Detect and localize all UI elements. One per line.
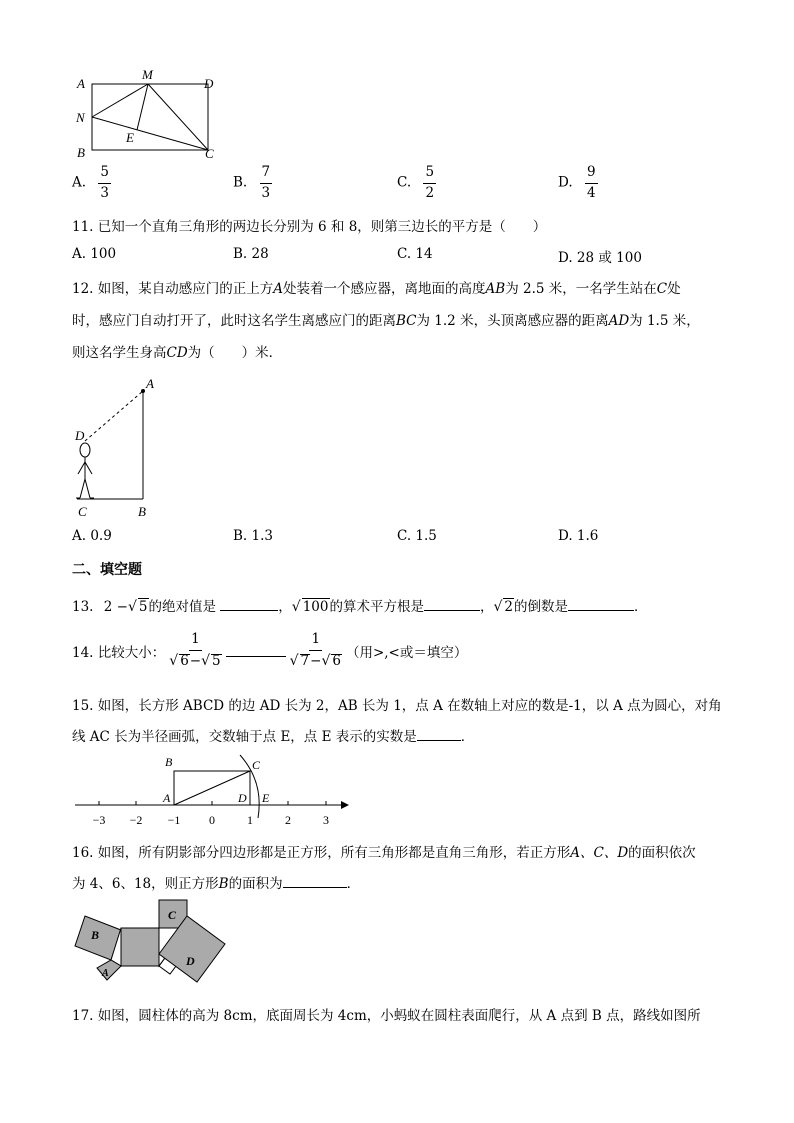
tick-label: 2: [285, 813, 291, 827]
label-c: C: [205, 146, 214, 161]
answer-blank-3[interactable]: [568, 598, 634, 611]
label-d: D: [186, 954, 195, 968]
segment-me: [137, 84, 148, 130]
q11-option-a[interactable]: A. 100: [72, 246, 117, 262]
student-figure-icon: [76, 443, 94, 498]
segment-nc: [92, 117, 208, 150]
q12-figure: [72, 374, 182, 519]
fraction-1: $\frac{1}{√ 6-√ 5}$: [169, 631, 221, 669]
dashed-line-da: [85, 391, 143, 441]
label-d: D: [204, 76, 214, 91]
q15-figure: [72, 752, 357, 830]
section-title: 二、填空题: [72, 562, 142, 578]
segment-nm: [92, 84, 148, 117]
tick-label: 0: [209, 813, 215, 827]
q10-option-b[interactable]: B. $\frac{7}{3}$: [233, 164, 271, 201]
segment-mc: [148, 84, 208, 150]
q12-option-c[interactable]: C. 1.5: [397, 528, 437, 544]
q16-line-1: 16. 如图，所有阴影部分四边形都是正方形，所有三角形都是直角三角形，若正方形A、C、D的面积依次: [72, 845, 696, 861]
q10-option-c[interactable]: C. $\frac{5}{2}$: [397, 164, 435, 201]
label-n: N: [76, 110, 85, 125]
q12-option-b[interactable]: B. 1.3: [233, 528, 273, 544]
q17-line-1: 17. 如图，圆柱体的高为 8cm，底面周长为 4cm，小蚂蚁在圆柱表面爬行，从 A 点到 B 点，路线如图所: [72, 1008, 701, 1024]
tick-label: −1: [167, 813, 181, 827]
fraction: $\frac{5}{3}$: [100, 164, 109, 201]
tick-label: 1: [247, 813, 253, 827]
label-a: A: [102, 968, 109, 979]
label-d: D: [238, 791, 247, 805]
q10-figure: [72, 66, 232, 166]
answer-blank[interactable]: [283, 875, 347, 888]
q12-line-1: 12. 如图，某自动感应门的正上方A处装着一个感应器，离地面的高度AB为 2.5 米，一名学生站在C处: [72, 281, 681, 297]
rectangle-abcd: [92, 84, 208, 150]
label-c: C: [78, 504, 87, 519]
tick-label: −2: [129, 813, 143, 827]
q12-option-a[interactable]: A. 0.9: [72, 528, 112, 544]
label-c: C: [168, 908, 177, 922]
tick-label: −3: [92, 813, 106, 827]
answer-blank[interactable]: [417, 728, 461, 741]
answer-blank-1[interactable]: [220, 598, 278, 611]
label-d: D: [75, 428, 85, 443]
tick-label: 3: [323, 813, 329, 827]
q10-option-a[interactable]: A. $\frac{5}{3}$: [72, 164, 109, 201]
q15-line-2: 线 AC 长为半径画弧，交数轴于点 E，点 E 表示的实数是 ．: [72, 729, 475, 745]
q11-stem: 11. 已知一个直角三角形的两边长分别为 6 和 8，则第三边长的平方是（ ）: [72, 219, 547, 235]
axis-ticks: [99, 801, 326, 805]
q12-option-d[interactable]: D. 1.6: [558, 528, 599, 544]
q13-stem: 13. 2 −√ 5的绝对值是 ，√ 100的算术平方根是 ，√ 2的倒数是 ．: [72, 599, 648, 615]
fraction: $\frac{7}{3}$: [261, 164, 271, 201]
fraction-2: $\frac{1}{√ 7-√ 6}$: [289, 631, 341, 669]
label-b: B: [91, 928, 100, 942]
label-a: A: [77, 76, 85, 91]
q11-option-b[interactable]: B. 28: [233, 246, 269, 262]
q16-line-2: 为 4、6、18，则正方形B的面积为 ．: [72, 876, 361, 892]
answer-blank[interactable]: [226, 644, 286, 657]
label-e: E: [126, 130, 134, 145]
tick-labels: [93, 813, 329, 827]
label-m: M: [142, 67, 153, 82]
fraction: $\frac{9}{4}$: [586, 164, 596, 201]
q11-option-c[interactable]: C. 14: [397, 246, 433, 262]
answer-blank-2[interactable]: [424, 598, 480, 611]
label-a: A: [163, 791, 171, 805]
label-b: B: [77, 145, 85, 160]
label-e: E: [262, 791, 270, 805]
q12-line-2: 时，感应门自动打开了，此时这名学生离感应门的距离BC为 1.2 米，头顶离感应器的距离AD为 1.5 米，: [72, 313, 700, 329]
q14-stem: 14. 比较大小： $\frac{1}{√ 6-√ 5}$ $\frac{1}{√ 7-√ 6}$ （用>,<或＝填空）: [72, 631, 468, 669]
label-c: C: [252, 758, 261, 772]
q16-figure: [72, 896, 232, 986]
center-square: [121, 928, 159, 966]
q10-option-d[interactable]: D. $\frac{9}{4}$: [558, 164, 596, 201]
label-b: B: [138, 504, 146, 519]
q11-option-d[interactable]: D. 28 或 100: [558, 250, 642, 266]
q15-line-1: 15. 如图，长方形 ABCD 的边 AD 长为 2，AB 长为 1，点 A 在数轴上对应的数是-1，以 A 点为圆心，对角: [72, 698, 722, 714]
fraction: $\frac{5}{2}$: [425, 164, 435, 201]
label-b: B: [165, 755, 173, 769]
label-a: A: [146, 376, 154, 391]
q12-line-3: 则这名学生身高CD为（ ）米．: [72, 345, 283, 361]
